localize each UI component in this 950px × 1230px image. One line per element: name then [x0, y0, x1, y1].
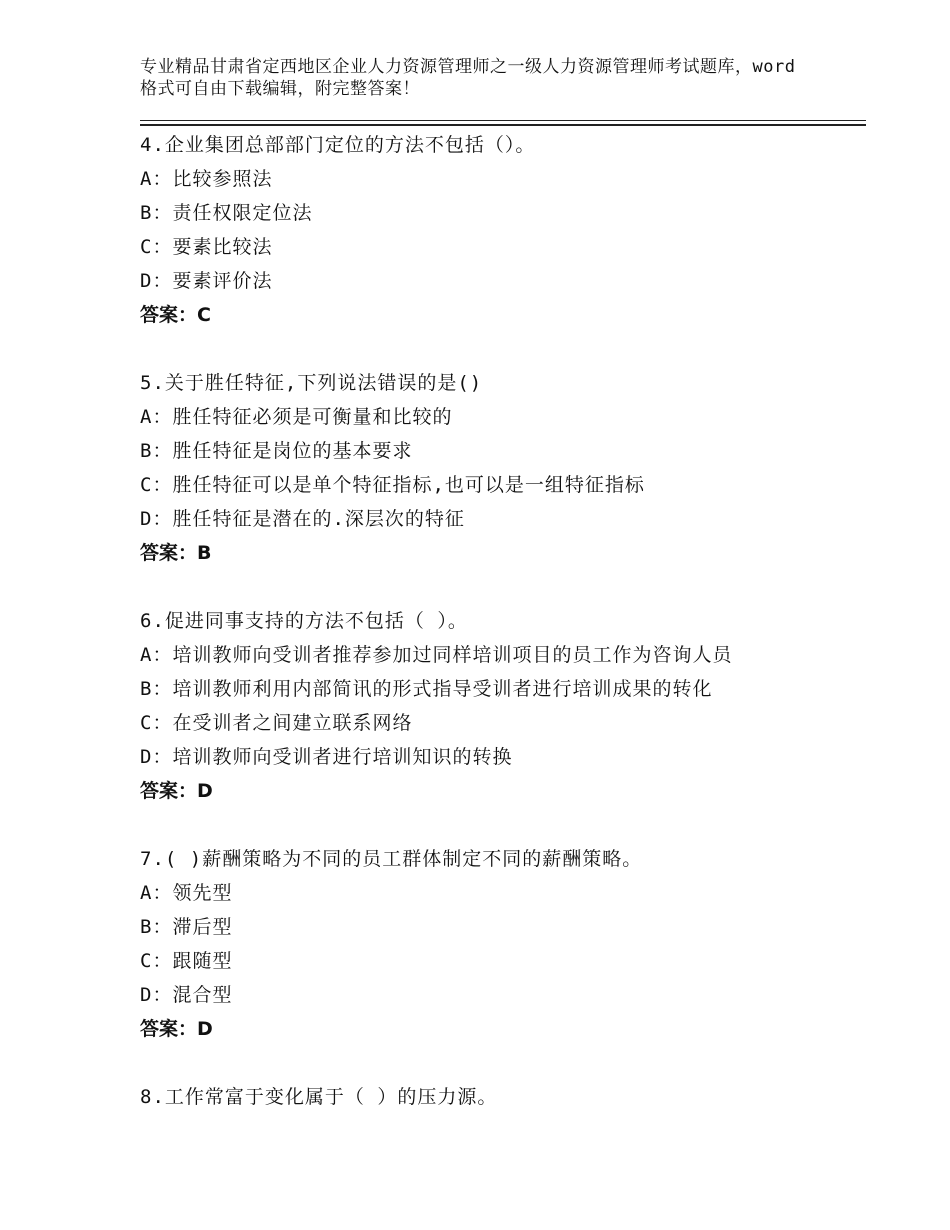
option-a: A：培训教师向受训者推荐参加过同样培训项目的员工作为咨询人员 [140, 644, 733, 666]
question-spacer [140, 1046, 880, 1080]
question-5 [140, 366, 880, 570]
question-list [140, 128, 880, 1114]
question-spacer [140, 808, 880, 842]
question-7 [140, 842, 880, 1046]
header-divider-thick [140, 124, 866, 126]
question-stem: 8.工作常富于变化属于（ ）的压力源。 [140, 1086, 498, 1108]
answer-label: 答案：B [140, 542, 212, 564]
question-6 [140, 604, 880, 808]
question-spacer [140, 332, 880, 366]
option-b: B：培训教师利用内部简讯的形式指导受训者进行培训成果的转化 [140, 678, 713, 700]
answer-label: 答案：D [140, 1018, 213, 1040]
option-a: A：比较参照法 [140, 168, 273, 190]
option-c: C：在受训者之间建立联系网络 [140, 712, 413, 734]
question-stem: 6.促进同事支持的方法不包括（ ）。 [140, 610, 468, 632]
answer-label: 答案：D [140, 780, 213, 802]
option-a: A：胜任特征必须是可衡量和比较的 [140, 406, 453, 428]
question-4 [140, 128, 880, 332]
document-header: 专业精品甘肃省定西地区企业人力资源管理师之一级人力资源管理师考试题库，word格式可自由下载编辑，附完整答案！ [140, 57, 796, 99]
option-d: D：要素评价法 [140, 270, 273, 292]
option-d: D：混合型 [140, 984, 233, 1006]
option-a: A：领先型 [140, 882, 233, 904]
header-divider-thin [140, 120, 866, 121]
option-b: B：滞后型 [140, 916, 233, 938]
question-stem: 7.( )薪酬策略为不同的员工群体制定不同的薪酬策略。 [140, 848, 643, 870]
question-stem: 5.关于胜任特征,下列说法错误的是() [140, 372, 483, 394]
option-c: C：要素比较法 [140, 236, 273, 258]
answer-label: 答案：C [140, 304, 211, 326]
option-c: C：胜任特征可以是单个特征指标,也可以是一组特征指标 [140, 474, 645, 496]
question-spacer [140, 570, 880, 604]
option-b: B：责任权限定位法 [140, 202, 313, 224]
question-stem: 4.企业集团总部部门定位的方法不包括（）。 [140, 134, 536, 156]
option-b: B：胜任特征是岗位的基本要求 [140, 440, 413, 462]
option-c: C：跟随型 [140, 950, 233, 972]
option-d: D：胜任特征是潜在的.深层次的特征 [140, 508, 465, 530]
question-8 [140, 1080, 880, 1114]
option-d: D：培训教师向受训者进行培训知识的转换 [140, 746, 513, 768]
